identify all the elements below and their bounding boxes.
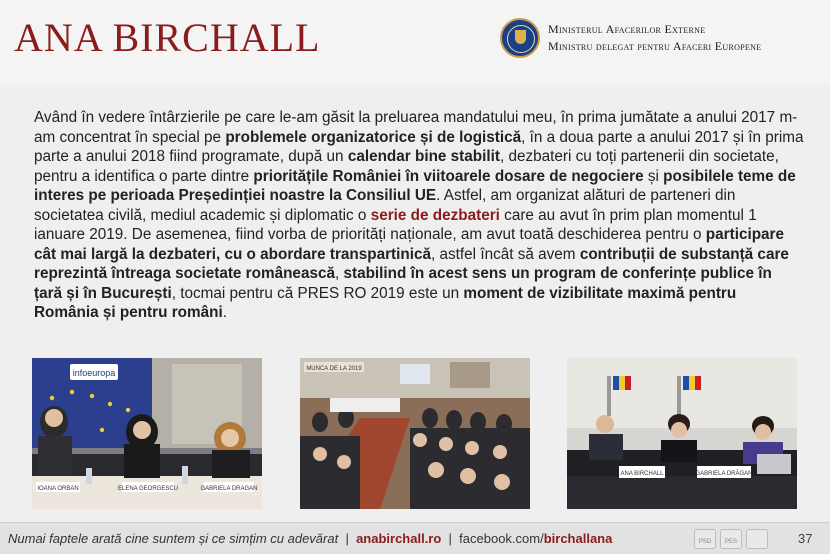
ministry-title: Ministerul Afacerilor Externe: [548, 22, 706, 36]
header-name: ANA BIRCHALL: [14, 15, 321, 60]
party-logos: [694, 527, 774, 551]
photo-panel-discussion: [567, 358, 797, 509]
photo2-banner: MUNCA DE LA 2019: [306, 366, 362, 372]
photo3-namecard-1: ANA BIRCHALL: [620, 471, 664, 477]
body-segment: , astfel încât să avem: [431, 245, 580, 263]
body-segment: posibilele teme de interes pe perioada Președinției noastre la Consiliul UE: [34, 167, 796, 204]
footer-facebook-link[interactable]: [459, 531, 612, 546]
body-paragraph: [34, 108, 804, 323]
body-segment: care au avut în prim plan momentul 1 ianuare 2019. De asemenea, fiind vorba de priorități naționale, am avut toată deschiderea pentru o: [34, 206, 757, 243]
footer-slogan: Numai faptele arată cine suntem și ce simțim cu adevărat: [8, 531, 339, 546]
facebook-handle: birchallana: [543, 531, 613, 546]
body-segment: . Astfel, am organizat alături de parteneri din societatea civilă, mediul academic și diplomatic o: [34, 187, 736, 224]
header-bar: [0, 0, 830, 85]
photo1-namecard-1: IOANA ORBAN: [37, 486, 79, 492]
psd-logo-icon: [694, 529, 716, 549]
ministry-block: [548, 22, 761, 54]
body-segment: stabilind în acest sens un program de conferințe publice în țară și în București: [34, 265, 772, 302]
pes-logo-text: PES: [724, 539, 738, 545]
pes-logo-icon: [720, 529, 742, 549]
body-segment: moment de vizibilitate maximă pentru România și pentru români: [34, 284, 737, 321]
photo1-namecard-2: ELENA GEORGESCU: [117, 486, 179, 492]
body-segment: participare cât mai largă la dezbateri, cu o abordare transpartinică: [34, 226, 785, 263]
body-segment: prioritățile României în viitoarele dosare de negociere: [253, 167, 644, 185]
body-segment: Având în vedere întârzierile pe care le-am găsit la preluarea mandatului meu, în prima jumătate a anului 2017 m-am concentrat în special pe: [34, 109, 798, 146]
page-number: 37: [798, 531, 813, 546]
body-segment: problemele organizatorice și de logistică: [225, 128, 522, 146]
footer-separator-1: |: [345, 531, 349, 546]
body-segment: , dezbateri cu toți partenerii din societate, pentru a identifica o parte dintre: [34, 148, 779, 185]
footer-bar: [0, 522, 830, 554]
body-segment: calendar bine stabilit: [347, 148, 500, 165]
body-segment: , tocmai pentru că PRES RO 2019 este un: [171, 284, 464, 302]
ministry-subtitle: Ministru delegat pentru Afaceri Europene: [548, 39, 762, 53]
body-segment: contribuții de substanță care reprezintă întreaga societate românească: [34, 245, 789, 282]
body-segment: ,: [334, 265, 344, 282]
facebook-prefix: facebook.com/: [459, 531, 544, 546]
emblem-logo-icon: [746, 529, 768, 549]
body-segment: și: [643, 167, 664, 185]
footer-separator-2: |: [448, 531, 452, 546]
photo1-namecard-3: GABRIELA DRAGAN: [200, 486, 258, 492]
footer-website-link[interactable]: anabirchall.ro: [356, 531, 442, 546]
body-segment: .: [222, 304, 227, 321]
psd-logo-text: PSD: [698, 539, 712, 545]
body-segment: , în a doua parte a anului 2017 și în prima parte a anului 2018 fiind programate, după un: [34, 128, 804, 165]
photo-infoeuropa-panel: [32, 358, 262, 509]
photo1-banner: infoeuropa: [72, 368, 116, 378]
body-segment: serie de dezbateri: [370, 206, 500, 224]
footer-line: [8, 531, 612, 546]
romanian-government-seal-icon: [500, 18, 540, 58]
photo3-namecard-2: GABRIELA DRĂGAN: [695, 471, 753, 477]
photo-conference-hall-panel: [300, 358, 530, 509]
